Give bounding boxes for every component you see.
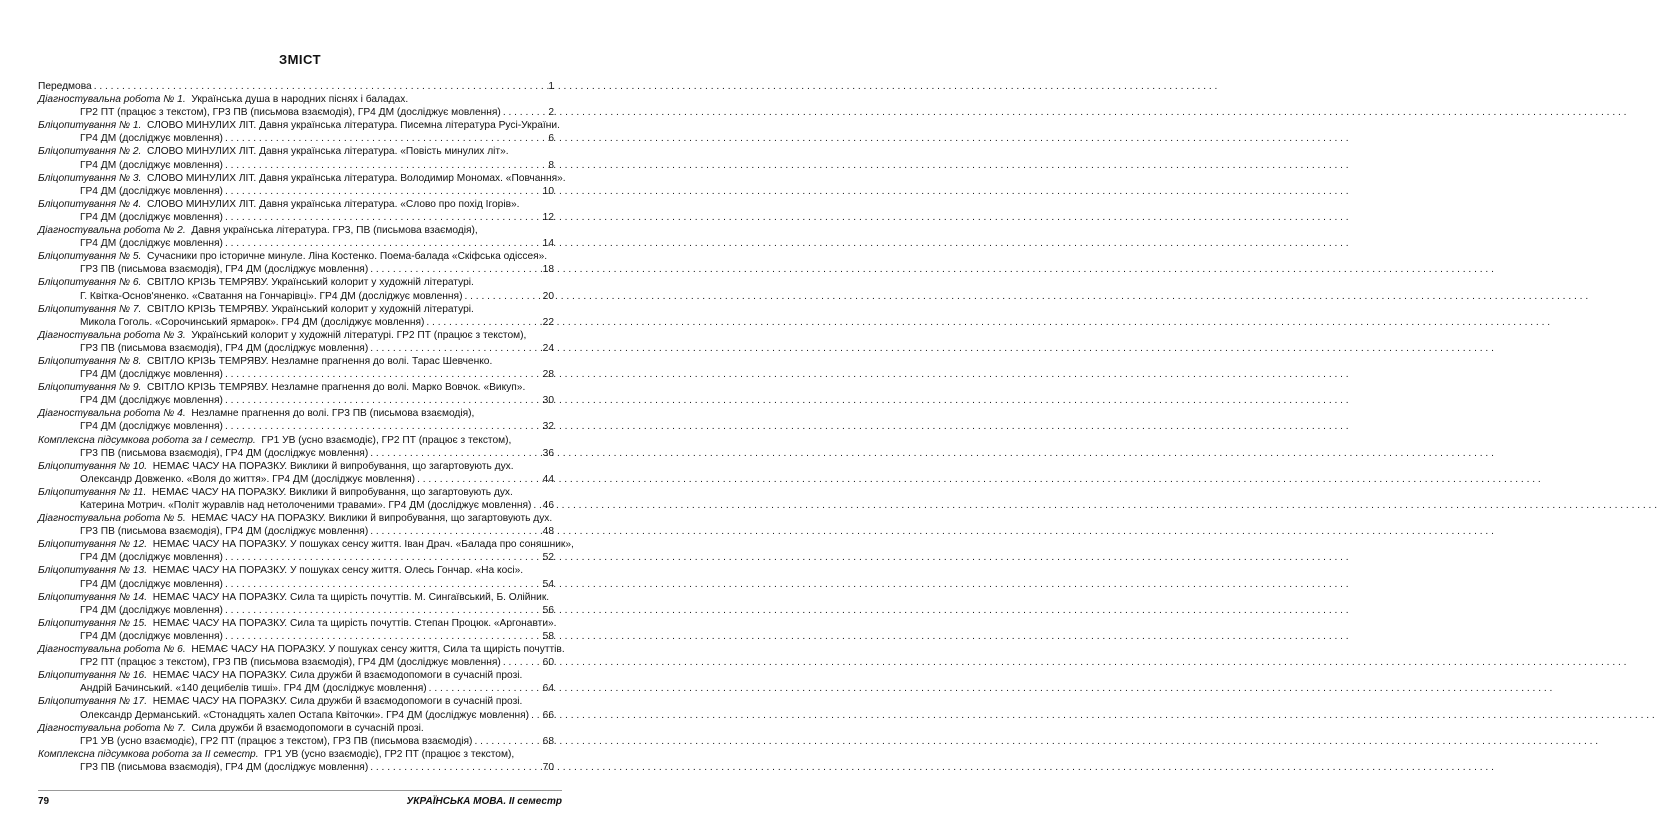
toc-entry-text: НЕМАЄ ЧАСУ НА ПОРАЗКУ. Сила та щирість почуттів. М. Сингаївський, Б. Олійник. [152, 591, 550, 603]
dot-leader [94, 80, 542, 92]
toc-page-number: 36 [542, 447, 554, 459]
toc-entry-text: ГР3 ПВ (письмова взаємодія), ГР4 ДМ (досліджує мовлення) [80, 526, 369, 538]
toc-page-number: 6 [548, 133, 554, 145]
toc-entry-text: ГР4 ДМ (досліджує мовлення) [80, 238, 223, 250]
toc-entry-line [38, 394, 554, 407]
toc-entry-label: Діагностувальна робота № 1. [38, 94, 186, 106]
dot-leader [225, 132, 542, 144]
toc-entry [38, 381, 554, 407]
toc-entry-line [38, 172, 566, 185]
toc-entry-text: ГР4 ДМ (досліджує мовлення) [80, 604, 223, 616]
toc-entry [38, 722, 554, 748]
toc-entry-text: Микола Гоголь. «Сорочинський ярмарок». ГР4 ДМ (досліджує мовлення) [80, 316, 425, 328]
toc-entry [38, 564, 554, 590]
toc-entry-line [38, 709, 554, 722]
toc-entry-text: НЕМАЄ ЧАСУ НА ПОРАЗКУ. Сила дружби й взаємодопомоги в сучасній прозі. [152, 696, 523, 708]
toc-entry-text: Сила дружби й взаємодопомоги в сучасній прозі. [191, 722, 424, 734]
toc-entry [38, 643, 565, 669]
toc-page-number: 22 [542, 316, 554, 328]
toc-page-number: 44 [542, 473, 554, 485]
toc-entry-text: ГР4 ДМ (досліджує мовлення) [80, 630, 223, 642]
toc-entry-line [38, 578, 554, 591]
dot-leader [531, 709, 541, 721]
toc-entry-line [38, 93, 554, 106]
toc-entry [38, 538, 574, 564]
toc-entry-label: Бліцопитування № 8. [38, 355, 142, 367]
toc-entry-label: Діагностувальна робота № 3. [38, 329, 186, 341]
toc-page-number: 66 [542, 709, 554, 721]
toc-page-number: 14 [542, 238, 554, 250]
toc-entry-text: ГР4 ДМ (досліджує мовлення) [80, 185, 223, 197]
dot-leader [225, 578, 541, 590]
toc-entry [38, 198, 554, 224]
toc-entry-label: Бліцопитування № 1. [38, 120, 142, 132]
toc-entry-text: Давня українська література. ГР3, ПВ (письмова взаємодія), [191, 225, 478, 237]
dot-leader [426, 316, 540, 328]
toc-entry [38, 748, 554, 774]
dot-leader [417, 473, 541, 485]
toc-entry-line [38, 303, 554, 316]
toc-entry-line [38, 761, 554, 774]
toc-entry-text: НЕМАЄ ЧАСУ НА ПОРАЗКУ. Сила дружби й взаємодопомоги в сучасній прозі. [152, 670, 523, 682]
toc-entry [38, 80, 554, 93]
toc-entry-label: Бліцопитування № 9. [38, 382, 142, 394]
toc-entry-line [38, 211, 554, 224]
toc-page-number: 2 [548, 107, 554, 119]
toc-page-number: 8 [548, 159, 554, 171]
toc-entry-text: Андрій Бачинський. «140 децибелів тиші». ГР4 ДМ (досліджує мовлення) [80, 683, 427, 695]
dot-leader [225, 420, 541, 432]
toc-entry-text: Передмова [38, 81, 92, 92]
table-of-contents [38, 80, 574, 774]
toc-entry [38, 695, 554, 721]
toc-entry-line [38, 342, 554, 355]
toc-entry-text: ГР4 ДМ (досліджує мовлення) [80, 211, 223, 223]
toc-entry-line [38, 250, 554, 263]
toc-entry-text: Олександр Довженко. «Воля до життя». ГР4 ДМ (досліджує мовлення) [80, 473, 416, 485]
toc-entry-text: ГР1 УВ (усно взаємодіє), ГР2 ПТ (працює з текстом), [264, 748, 515, 760]
toc-entry-text: НЕМАЄ ЧАСУ НА ПОРАЗКУ. У пошуках сенсу життя. Олесь Гончар. «На косі». [152, 565, 524, 577]
toc-entry-line [38, 145, 554, 158]
toc-entry-label: Бліцопитування № 10. [38, 460, 148, 472]
toc-entry-line [38, 512, 554, 525]
toc-entry-line [38, 591, 554, 604]
toc-entry-line [38, 617, 557, 630]
toc-entry-line [38, 224, 554, 237]
toc-entry-text: СВІТЛО КРІЗЬ ТЕМРЯВУ. Український колорит у художній літературі. [147, 303, 474, 315]
dot-leader [429, 682, 541, 694]
toc-entry-label: Бліцопитування № 2. [38, 146, 142, 158]
dot-leader [225, 551, 541, 563]
toc-entry-line [38, 198, 554, 211]
toc-entry-text: Українська душа в народних піснях і баладах. [191, 94, 409, 106]
toc-entry-text: НЕМАЄ ЧАСУ НА ПОРАЗКУ. Виклики й випробування, що загартовують дух. [151, 486, 513, 498]
toc-entry-text: ГР1 УВ (усно взаємодіє), ГР2 ПТ (працює з текстом), [261, 434, 512, 446]
toc-entry-text: СВІТЛО КРІЗЬ ТЕМРЯВУ. Український колорит у художній літературі. [147, 277, 474, 289]
toc-entry-line [38, 473, 554, 486]
toc-page-number: 20 [542, 290, 554, 302]
toc-entry-label: Комплексна підсумкова робота за II семестр. [38, 748, 259, 760]
toc-page-number: 1 [548, 81, 554, 92]
toc-entry-label: Бліцопитування № 13. [38, 565, 148, 577]
toc-page-number: 58 [542, 630, 554, 642]
dot-leader [225, 630, 541, 642]
footer-book-title: УКРАЇНСЬКА МОВА. ІІ семестр [406, 795, 562, 807]
toc-entry-text: СЛОВО МИНУЛИХ ЛІТ. Давня українська література. Володимир Мономах. «Повчання». [147, 172, 566, 184]
toc-entry-text: СВІТЛО КРІЗЬ ТЕМРЯВУ. Незламне прагнення до волі. Марко Вовчок. «Викуп». [147, 382, 526, 394]
toc-entry-label: Діагностувальна робота № 6. [38, 644, 186, 656]
dot-leader [370, 761, 540, 773]
toc-entry-text: ГР3 ПВ (письмова взаємодія), ГР4 ДМ (досліджує мовлення) [80, 264, 369, 276]
dot-leader [464, 290, 540, 302]
toc-page-number: 54 [542, 578, 554, 590]
toc-entry-line [38, 237, 554, 250]
toc-entry-text: ГР4 ДМ (досліджує мовлення) [80, 578, 223, 590]
toc-entry [38, 329, 554, 355]
toc-entry-line [38, 132, 554, 145]
toc-entry-line [38, 499, 554, 512]
toc-entry-label: Комплексна підсумкова робота за I семестр. [38, 434, 256, 446]
dot-leader [503, 106, 542, 118]
toc-entry-text: ГР4 ДМ (досліджує мовлення) [80, 133, 223, 145]
toc-entry-text: НЕМАЄ ЧАСУ НА ПОРАЗКУ. У пошуках сенсу життя, Сила та щирість почуттів. [191, 644, 565, 656]
toc-entry-label: Бліцопитування № 12. [38, 539, 148, 551]
toc-entry-line [38, 106, 554, 119]
toc-entry-line [38, 119, 560, 132]
toc-entry [38, 93, 554, 119]
dot-leader [370, 447, 540, 459]
dot-leader [533, 499, 540, 511]
toc-entry-line [38, 748, 554, 761]
toc-entry-text: ГР4 ДМ (досліджує мовлення) [80, 421, 223, 433]
toc-entry-line [38, 368, 554, 381]
toc-page-number: 60 [542, 657, 554, 669]
toc-entry [38, 276, 554, 302]
toc-entry-label: Бліцопитування № 3. [38, 172, 142, 184]
toc-entry-label: Бліцопитування № 17. [38, 696, 148, 708]
toc-entry [38, 172, 566, 198]
toc-page-number: 52 [542, 552, 554, 564]
toc-entry-line [38, 159, 554, 172]
toc-entry-text: Г. Квітка-Основ'яненко. «Сватання на Гончарівці». ГР4 ДМ (досліджує мовлення) [80, 290, 463, 302]
toc-entry [38, 407, 554, 433]
toc-entry-text: НЕМАЄ ЧАСУ НА ПОРАЗКУ. Виклики й випробування, що загартовують дух. [191, 513, 553, 525]
toc-entry-text: НЕМАЄ ЧАСУ НА ПОРАЗКУ. Виклики й випробування, що загартовують дух. [152, 460, 514, 472]
toc-entry [38, 669, 554, 695]
page-footer [38, 794, 562, 808]
toc-entry-text: НЕМАЄ ЧАСУ НА ПОРАЗКУ. У пошуках сенсу життя. Іван Драч. «Балада про соняшник», [152, 539, 574, 551]
toc-entry-text: Олександр Дерманський. «Стонадцять халеп Остапа Квіточки». ГР4 ДМ (досліджує мовлення) [80, 709, 530, 721]
toc-entry [38, 119, 560, 145]
toc-entry-line [38, 276, 554, 289]
toc-entry-line [38, 185, 554, 198]
toc-entry-text: СЛОВО МИНУЛИХ ЛІТ. Давня українська література. «Слово про похід Ігорів». [147, 198, 520, 210]
toc-entry-label: Діагностувальна робота № 7. [38, 722, 186, 734]
toc-entry-text: Незламне прагнення до волі. ГР3 ПВ (письмова взаємодія), [191, 408, 475, 420]
toc-entry-label: Діагностувальна робота № 4. [38, 408, 186, 420]
toc-entry-line [38, 434, 554, 447]
toc-entry-text: ГР2 ПТ (працює з текстом), ГР3 ПВ (письмова взаємодія), ГР4 ДМ (досліджує мовлення) [80, 107, 501, 119]
toc-page-number: 70 [542, 761, 554, 773]
toc-entry [38, 434, 554, 460]
toc-entry [38, 355, 554, 381]
toc-entry-text: ГР1 УВ (усно взаємодіє), ГР2 ПТ (працює з текстом), ГР3 ПВ (письмова взаємодія) [80, 735, 473, 747]
toc-entry-line [38, 329, 554, 342]
toc-page-number: 32 [542, 421, 554, 433]
toc-entry-line [38, 525, 554, 538]
dot-leader [225, 185, 541, 197]
toc-entry-line [38, 643, 565, 656]
toc-page-number: 68 [542, 735, 554, 747]
toc-entry-text: НЕМАЄ ЧАСУ НА ПОРАЗКУ. Сила та щирість почуттів. Степан Процюк. «Аргонавти». [152, 617, 557, 629]
toc-entry [38, 460, 554, 486]
dot-leader [225, 394, 541, 406]
toc-entry-line [38, 486, 554, 499]
toc-entry-label: Бліцопитування № 5. [38, 251, 142, 263]
toc-entry-text: ГР4 ДМ (досліджує мовлення) [80, 395, 223, 407]
toc-entry-text: СЛОВО МИНУЛИХ ЛІТ. Давня українська література. Писемна література Русі-України. [147, 120, 560, 132]
toc-entry-line [38, 669, 554, 682]
toc-entry-label: Бліцопитування № 15. [38, 617, 148, 629]
document-page [0, 0, 600, 831]
toc-entry-line [38, 355, 554, 368]
toc-entry-text: ГР2 ПТ (працює з текстом), ГР3 ПВ (письмова взаємодія), ГР4 ДМ (досліджує мовлення) [80, 657, 501, 669]
toc-page-number: 46 [542, 500, 554, 511]
toc-page-number: 28 [542, 369, 554, 381]
toc-entry-text: Український колорит у художній літературі. ГР2 ПТ (працює з текстом), [191, 329, 527, 341]
toc-page-number: 56 [542, 604, 554, 616]
toc-entry-line [38, 407, 554, 420]
toc-entry-line [38, 695, 554, 708]
toc-entry [38, 303, 554, 329]
toc-entry-line [38, 682, 554, 695]
footer-divider [38, 790, 562, 791]
toc-entry-line [38, 420, 554, 433]
toc-page-number: 18 [542, 264, 554, 276]
footer-page-number: 79 [38, 795, 50, 807]
dot-leader [225, 211, 541, 223]
toc-entry-text: ГР4 ДМ (досліджує мовлення) [80, 159, 223, 171]
toc-entry-label: Бліцопитування № 4. [38, 198, 142, 210]
toc-entry-text: ГР4 ДМ (досліджує мовлення) [80, 552, 223, 564]
toc-entry-text: Катерина Мотрич. «Політ журавлів над нетолоченими травами». ГР4 ДМ (досліджує мовлення) [80, 500, 532, 511]
dot-leader [225, 368, 541, 380]
toc-entry-line [38, 460, 554, 473]
toc-page-number: 10 [542, 185, 554, 197]
dot-leader [225, 604, 541, 616]
toc-entry-label: Бліцопитування № 7. [38, 303, 142, 315]
dot-leader [370, 263, 540, 275]
toc-entry-label: Бліцопитування № 14. [38, 591, 148, 603]
toc-page-number: 48 [542, 526, 554, 538]
toc-entry-text: ГР3 ПВ (письмова взаємодія), ГР4 ДМ (досліджує мовлення) [80, 761, 369, 773]
toc-entry-line [38, 630, 554, 643]
toc-entry-line [38, 263, 554, 276]
toc-entry [38, 486, 554, 512]
toc-page-number: 30 [542, 395, 554, 407]
toc-page-number: 24 [542, 342, 554, 354]
toc-entry-line [38, 656, 554, 669]
toc-entry-text: Сучасники про історичне минуле. Ліна Костенко. Поема-балада «Скіфська одіссея». [147, 251, 548, 263]
dot-leader [225, 237, 541, 249]
toc-entry-line [38, 447, 554, 460]
toc-entry-text: ГР4 ДМ (досліджує мовлення) [80, 369, 223, 381]
toc-entry-line [38, 316, 554, 329]
dot-leader [474, 735, 540, 747]
toc-entry-label: Бліцопитування № 16. [38, 670, 148, 682]
toc-entry-line [38, 80, 554, 93]
toc-entry-line [38, 604, 554, 617]
toc-entry [38, 617, 557, 643]
toc-entry-label: Діагностувальна робота № 5. [38, 513, 186, 525]
toc-entry-line [38, 564, 554, 577]
toc-entry-line [38, 722, 554, 735]
toc-entry-line [38, 551, 554, 564]
toc-page-number: 12 [542, 211, 554, 223]
toc-entry-text: ГР3 ПВ (письмова взаємодія), ГР4 ДМ (досліджує мовлення) [80, 342, 369, 354]
toc-entry-line [38, 290, 554, 303]
toc-entry-line [38, 381, 554, 394]
toc-entry-line [38, 538, 574, 551]
toc-entry [38, 250, 554, 276]
toc-entry-label: Бліцопитування № 11. [38, 486, 147, 498]
toc-entry-label: Діагностувальна робота № 2. [38, 225, 186, 237]
toc-entry-text: СЛОВО МИНУЛИХ ЛІТ. Давня українська література. «Повість минулих літ». [147, 146, 509, 158]
toc-entry-text: СВІТЛО КРІЗЬ ТЕМРЯВУ. Незламне прагнення до волі. Тарас Шевченко. [147, 355, 493, 367]
toc-page-number: 64 [542, 683, 554, 695]
dot-leader [225, 159, 542, 171]
dot-leader [370, 342, 540, 354]
toc-entry [38, 591, 554, 617]
toc-entry [38, 145, 554, 171]
toc-entry [38, 224, 554, 250]
toc-entry-text: ГР3 ПВ (письмова взаємодія), ГР4 ДМ (досліджує мовлення) [80, 447, 369, 459]
dot-leader [370, 525, 540, 537]
toc-entry [38, 512, 554, 538]
dot-leader [503, 656, 541, 668]
toc-entry-label: Бліцопитування № 6. [38, 277, 142, 289]
toc-entry-line [38, 735, 554, 748]
page-title: ЗМІСТ [278, 52, 322, 67]
